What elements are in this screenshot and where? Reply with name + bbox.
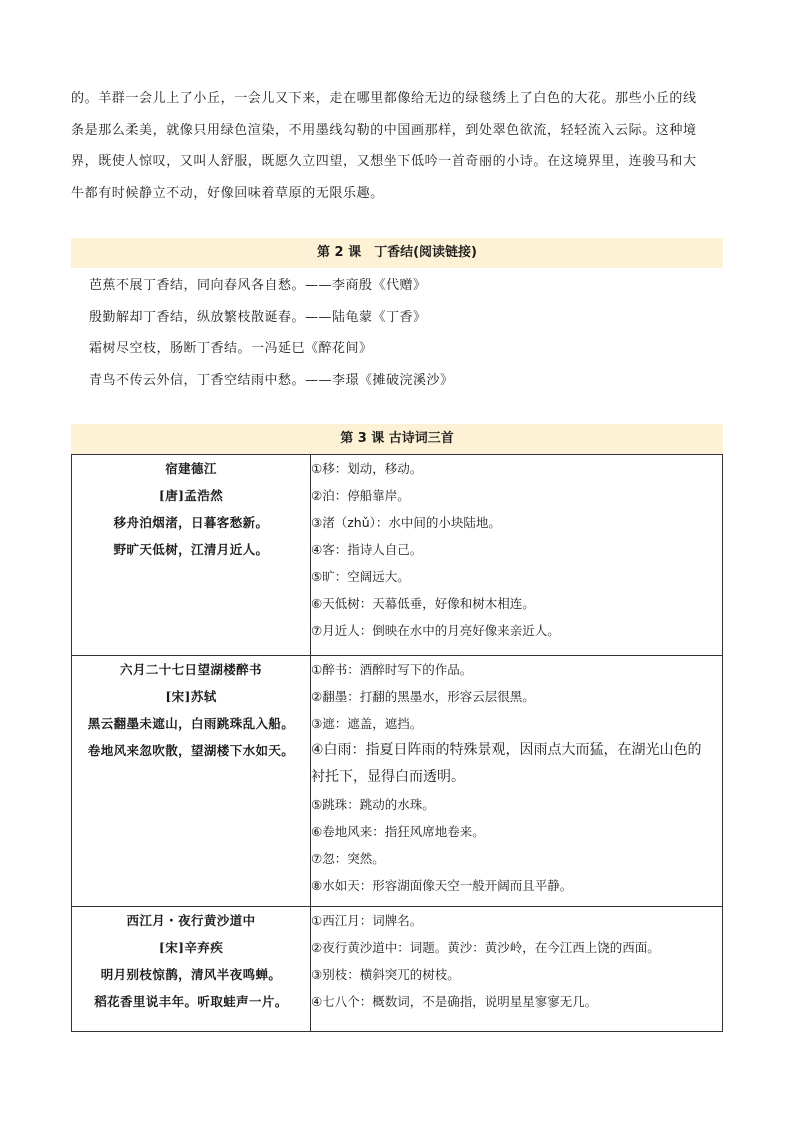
poem-row xyxy=(72,455,723,656)
poem-line: 野旷天低树，江清月近人。 xyxy=(113,542,269,557)
poem-line: 明月别枝惊鹊，清风半夜鸣蝉。 xyxy=(100,967,282,982)
lesson2-heading: 第 2 课 丁香结(阅读链接) xyxy=(71,238,723,268)
poems-table xyxy=(71,454,723,1032)
poem-line: 移舟泊烟渚，日暮客愁新。 xyxy=(113,515,269,530)
paragraph-line: 条是那么柔美，就像只用绿色渲染，不用墨线勾勒的中国画那样，到处翠色欲流，轻轻流入云际。这种境 xyxy=(71,122,697,138)
note-item: ②泊：停船靠岸。 xyxy=(311,488,410,503)
note-item: ③渚（zhǔ）：水中间的小块陆地。 xyxy=(311,515,501,530)
poem-row xyxy=(72,656,723,907)
note-item: ①西江月：词牌名。 xyxy=(311,913,423,928)
poem-line: 卷地风来忽吹散，望湖楼下水如天。 xyxy=(87,743,295,758)
poem-author: [宋]苏轼 xyxy=(165,689,217,704)
note-item: ⑤跳珠：跳动的水珠。 xyxy=(311,797,435,812)
poem-row xyxy=(72,907,723,1032)
poem-cell xyxy=(72,455,311,656)
note-item: ⑤旷：空阔远大。 xyxy=(311,569,410,584)
poem-title: 六月二十七日望湖楼醉书 xyxy=(120,662,262,677)
note-item: ②翻墨：打翻的黑墨水，形容云层很黑。 xyxy=(311,689,535,704)
notes-cell xyxy=(311,656,723,907)
poem-line: 稻花香里说丰年。听取蛙声一片。 xyxy=(94,994,288,1009)
quote-line: 霜树尽空枝，肠断丁香结。一冯延巳《醉花间》 xyxy=(89,341,373,356)
note-item: ⑦月近人：倒映在水中的月亮好像来亲近人。 xyxy=(311,623,560,638)
note-item: ④白雨：指夏日阵雨的特殊景观，因雨点大而猛，在湖光山色的 xyxy=(311,742,702,758)
poem-author: [唐]孟浩然 xyxy=(158,488,224,503)
intro-paragraph xyxy=(71,83,723,209)
paragraph-line: 的。羊群一会儿上了小丘，一会儿又下来，走在哪里都像给无边的绿毯绣上了白色的大花。那些小丘的线 xyxy=(71,91,697,106)
notes-cell xyxy=(311,907,723,1032)
poem-author: [宋]辛弃疾 xyxy=(158,940,224,955)
quote-line: 青鸟不传云外信，丁香空结雨中愁。——李璟《摊破浣溪沙》 xyxy=(89,372,454,388)
paragraph-line: 界，既使人惊叹，又叫人舒服，既愿久立四望，又想坐下低吟一首奇丽的小诗。在这境界里，连骏马和大 xyxy=(71,154,697,169)
note-item: ⑥卷地风来：指狂风席地卷来。 xyxy=(311,824,485,839)
lesson2-quotes xyxy=(89,270,709,396)
poem-title: 宿建德江 xyxy=(165,461,217,476)
quote-line: 芭蕉不展丁香结，同向春风各自愁。——李商殷《代赠》 xyxy=(89,278,427,293)
quote-line: 殷勤解却丁香结，纵放繁枝散诞春。——陆龟蒙《丁香》 xyxy=(89,309,427,325)
note-item: ④客：指诗人自己。 xyxy=(311,542,423,557)
poem-title: 西江月・夜行黄沙道中 xyxy=(126,913,256,928)
poem-line: 黑云翻墨未遮山，白雨跳珠乱入船。 xyxy=(87,716,295,731)
lesson3-heading: 第 3 课 古诗词三首 xyxy=(71,424,723,454)
note-item: ②夜行黄沙道中：词题。黄沙：黄沙岭，在今江西上饶的西面。 xyxy=(311,940,660,955)
note-item: ④七八个：概数词，不是确指，说明星星寥寥无几。 xyxy=(311,994,598,1009)
note-item: ⑦忽：突然。 xyxy=(311,851,385,866)
poem-cell xyxy=(72,656,311,907)
note-item: ①醉书：酒醉时写下的作品。 xyxy=(311,662,473,677)
note-item: ⑥天低树：天幕低垂，好像和树木相连。 xyxy=(311,596,535,611)
note-item: ⑧水如天：形容湖面像天空一般开阔而且平静。 xyxy=(311,878,573,893)
note-item: 衬托下，显得白而透明。 xyxy=(311,769,465,785)
notes-cell xyxy=(311,455,723,656)
note-item: ①移：划动，移动。 xyxy=(311,461,423,476)
poem-cell xyxy=(72,907,311,1032)
note-item: ③别枝：横斜突兀的树枝。 xyxy=(311,967,460,982)
paragraph-line: 牛都有时候静立不动，好像回味着草原的无限乐趣。 xyxy=(71,185,384,201)
note-item: ③遮：遮盖，遮挡。 xyxy=(311,716,423,731)
